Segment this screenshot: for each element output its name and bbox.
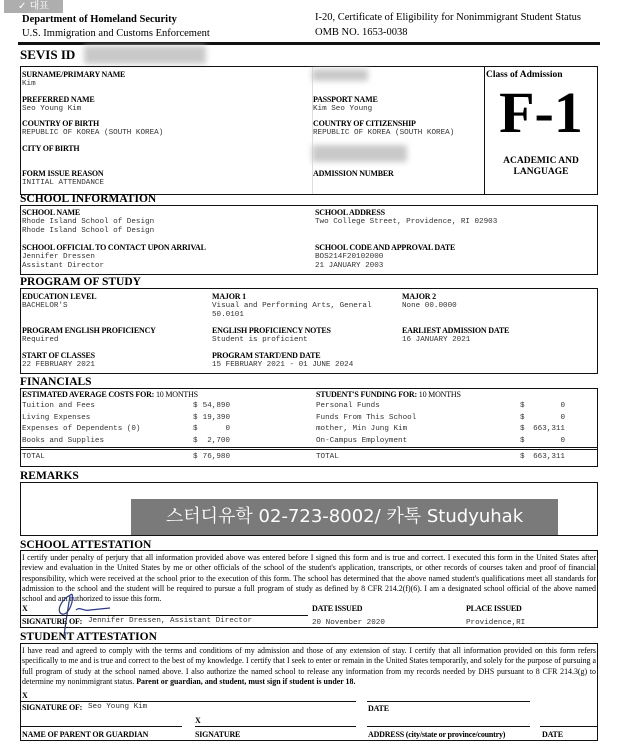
agency-name: U.S. Immigration and Customs Enforcement [22,28,210,39]
school-attestation-heading: SCHOOL ATTESTATION [20,539,152,551]
school-name-value: Rhode Island School of Design [22,218,155,226]
funding-label: mother, Min Jung Kim [316,425,408,434]
form-issue-reason-value: INITIAL ATTENDANCE [22,179,105,187]
date-issued-label: DATE ISSUED [312,604,363,613]
education-level-value: BACHELOR'S [22,302,68,310]
parent-signature-x: X [195,716,201,725]
class-of-admission-label: Class of Admission [486,70,563,80]
start-of-classes-label: START OF CLASSES [22,351,95,360]
date-issued-value: 20 November 2020 [312,619,385,627]
earliest-admission-value: 16 JANUARY 2021 [402,336,471,344]
redacted-field [312,69,368,81]
dept-name: Department of Homeland Security [22,14,177,25]
school-code-value: BOS214F20102000 [315,253,384,261]
parent-name-label: NAME OF PARENT OR GUARDIAN [22,730,149,739]
school-address-value: Two College Street, Providence, RI 02903 [315,218,498,226]
student-signature-line [20,701,356,702]
currency: $ [520,437,525,446]
class-code: F-1 [499,80,583,145]
cost-label: Tuition and Fees [22,402,95,410]
omb-number: OMB NO. 1653-0038 [315,27,408,38]
parent-signature-label: SIGNATURE [195,730,241,739]
currency: $ [193,425,198,434]
school-info-heading: SCHOOL INFORMATION [20,193,157,205]
program-heading: PROGRAM OF STUDY [20,276,141,288]
country-of-birth-value: REPUBLIC OF KOREA (SOUTH KOREA) [22,129,164,137]
cost-label: Expenses of Dependents (0) [22,425,141,434]
currency: $ [520,413,525,422]
cost-amount: 54,890 [202,402,230,410]
cost-label: Books and Supplies [22,437,105,446]
funding-label: Funds From This School [316,413,417,422]
costs-period: 10 MONTHS [155,390,198,399]
funding-amount: 0 [560,402,565,410]
student-signature-label: SIGNATURE OF: [22,703,83,712]
signature-line [20,615,308,616]
country-of-birth-label: COUNTRY OF BIRTH [22,119,99,128]
school-name-label: SCHOOL NAME [22,208,81,217]
school-address-label: SCHOOL ADDRESS [315,208,385,217]
address-line [367,726,530,727]
funding-label: STUDENT'S FUNDING FOR: [316,390,417,399]
major1-label: MAJOR 1 [212,292,246,301]
school-signature-name: Jennifer Dressen, Assistant Director [88,617,253,625]
student-date-label: DATE [368,704,389,713]
major1-value: Visual and Performing Arts, General [212,302,372,310]
cost-amount: 2,700 [207,437,230,446]
school-signature-label: SIGNATURE OF: [22,617,83,626]
school-code-label: SCHOOL CODE AND APPROVAL DATE [315,243,456,252]
currency: $ [520,402,525,410]
parent-name-line [20,726,182,727]
preferred-name-value: Seo Young Kim [22,105,82,113]
financials-heading: FINANCIALS [20,376,92,388]
currency: $ [193,413,198,422]
parent-date-line [540,726,598,727]
student-attestation-text: I have read and agreed to comply with the terms and conditions of my admission and those of any extension of stay. I certify that all information provided on this form refers specifically to me and is true and correct to the best of my knowledge. I certify that I seek to enter or remain in the United States temporarily, and solely for the purpose of pursuing a full program of study at the school named above. I also authorize the named school to release any information from my records needed by DHS pursuant to 8 CFR 214.3(g) to determine my nonimmigrant status. [22,646,596,686]
major2-label: MAJOR 2 [402,292,436,301]
admission-number-label: ADMISSION NUMBER [313,169,394,178]
costs-total-label: TOTAL [22,453,45,461]
funding-amount: 0 [560,413,565,422]
parent-signature-line [195,726,356,727]
school-attestation-text: I certify under penalty of perjury that all information provided above was entered before I signed this form and is true and correct. I executed this form in the United States after review and evaluation in the United States by me or other officials of the school of the student's application, transcripts, or other records of courses taken and proof of financial responsibility, which were received at the school prior to the execution of this form. The school has determined that the above named student's qualifications meet all standards for admission to the school and the student will be required to pursue a full program of study as defined by 8 CFR 214.2(f)(6). I am a designated school official of the above named school and am authorized to issue this form. [22,553,596,604]
cost-amount: 19,390 [202,413,230,422]
total-rule [20,447,598,450]
place-issued-label: PLACE ISSUED [466,604,522,613]
education-level-label: EDUCATION LEVEL [22,292,97,301]
funding-total-value: 663,311 [533,453,565,461]
currency: $ [193,453,198,461]
student-attestation-bold: Parent or guardian, and student, must sign if student is under 18. [136,676,356,686]
major2-value: None 00.0000 [402,302,457,310]
school-official-title: Assistant Director [22,262,105,270]
redacted-sevis-id [84,46,206,64]
school-info-box [20,205,598,275]
funding-label: On-Campus Employment [316,437,408,446]
program-dates-label: PROGRAM START/END DATE [212,351,321,360]
approval-date-value: 21 JANUARY 2003 [315,262,384,270]
class-desc-2: LANGUAGE [513,167,569,177]
surname-value: Kim [22,80,36,88]
costs-label: ESTIMATED AVERAGE COSTS FOR: [22,390,155,399]
form-title: I-20, Certificate of Eligibility for Nonimmigrant Student Status [315,12,581,23]
cost-label: Living Expenses [22,413,91,422]
program-dates-value: 15 FEBRUARY 2021 - 01 JUNE 2024 [212,361,354,369]
currency: $ [193,402,198,410]
school-official-label: SCHOOL OFFICIAL TO CONTACT UPON ARRIVAL [22,243,206,252]
signature-x: X [22,604,28,613]
funding-amount: 0 [560,437,565,446]
currency: $ [520,453,525,461]
header-rule [18,42,600,45]
currency: $ [193,437,198,446]
funding-label: Personal Funds [316,402,380,410]
country-of-citizenship-value: REPUBLIC OF KOREA (SOUTH KOREA) [313,129,455,137]
program-english-label: PROGRAM ENGLISH PROFICIENCY [22,326,156,335]
english-notes-label: ENGLISH PROFICIENCY NOTES [212,326,331,335]
passport-name-label: PASSPORT NAME [313,95,378,104]
redacted-field [312,145,407,162]
start-of-classes-value: 22 FEBRUARY 2021 [22,361,95,369]
passport-name-value: Kim Seo Young [313,105,373,113]
sevis-id-label: SEVIS ID [20,47,76,62]
earliest-admission-label: EARLIEST ADMISSION DATE [402,326,510,335]
school-name-value-2: Rhode Island School of Design [22,227,155,235]
major1-code: 50.0101 [212,311,244,319]
parent-date-label: DATE [542,730,563,739]
funding-total-label: TOTAL [316,453,339,461]
date-line [367,701,530,702]
preferred-name-label: PREFERRED NAME [22,95,95,104]
form-issue-reason-label: FORM ISSUE REASON [22,169,104,178]
costs-total-value: 76,980 [202,453,230,461]
school-official-name: Jennifer Dressen [22,253,95,261]
surname-label: SURNAME/PRIMARY NAME [22,70,126,79]
cost-amount: 0 [225,425,230,434]
program-english-value: Required [22,336,59,344]
class-desc-1: ACADEMIC AND [503,156,579,166]
funding-amount: 663,311 [533,425,565,434]
student-attestation-heading: STUDENT ATTESTATION [20,631,157,643]
remarks-heading: REMARKS [20,470,79,482]
badge-overlay[interactable]: ✓ 대표 [4,0,63,13]
currency: $ [520,425,525,434]
divider [484,66,485,195]
funding-period: 10 MONTHS [418,390,461,399]
student-signature-x: X [22,691,28,700]
watermark-banner: 스터디유학 02-723-8002/ 카톡 Studyuhak [131,499,558,535]
place-issued-value: Providence,RI [466,619,526,627]
address-label: ADDRESS (city/state or province/country) [368,730,506,739]
city-of-birth-label: CITY OF BIRTH [22,144,80,153]
student-signature-name: Seo Young Kim [88,703,148,711]
english-notes-value: Student is proficient [212,336,308,344]
country-of-citizenship-label: COUNTRY OF CITIZENSHIP [313,119,416,128]
